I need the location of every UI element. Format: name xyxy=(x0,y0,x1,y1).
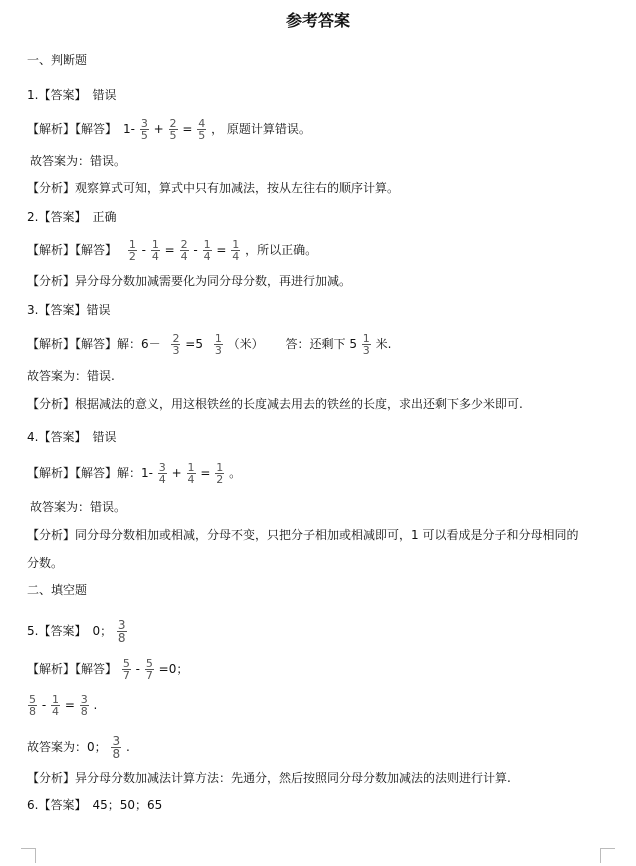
q2-answer xyxy=(27,209,116,225)
fraction: $\frac{1}{4}$ xyxy=(52,693,59,718)
section-heading: 二、填空题 xyxy=(27,583,88,597)
fraction: $\frac{2}{3}$ xyxy=(172,332,180,357)
q2-analysis: 【解析】【解答】 $\frac{1}{2}$ - $\frac{1}{4}$ = $\frac{2}{4}$ - $\frac{1}{4}$ = $\frac{1}{4}$ ，所以正确。 xyxy=(27,238,318,263)
answer-label: 2.【答案】 xyxy=(27,210,87,224)
fraction: $\frac{1}{3}$ xyxy=(214,332,222,357)
answer-label: 5.【答案】 xyxy=(27,624,87,638)
fraction: $\frac{2}{4}$ xyxy=(180,238,188,263)
expr-suffix: ，所以正确。 xyxy=(245,243,318,257)
fraction: $\frac{2}{5}$ xyxy=(169,117,177,142)
fraction: $\frac{3}{5}$ xyxy=(140,117,148,142)
answer-value: 错误 xyxy=(92,430,117,444)
fraction: $\frac{3}{8}$ xyxy=(80,693,88,718)
q2-note: 【分析】异分母分数加减需要化为同分母分数，再进行加减。 xyxy=(27,274,352,288)
q5-analysis: 【解析】【解答】 $\frac{5}{7}$ - $\frac{5}{7}$ =0； xyxy=(27,657,189,682)
q5-conclusion: 故答案为：0； $\frac{3}{8}$ . xyxy=(27,734,130,761)
q1-note: 【分析】观察算式可知，算式中只有加减法，按从左往右的顺序计算。 xyxy=(27,181,400,195)
q1-conclusion: 故答案为：错误。 xyxy=(30,154,127,168)
fraction: $\frac{1}{4}$ xyxy=(187,461,195,486)
analysis-label: 【解析】【解答】 xyxy=(27,122,118,136)
fraction: $\frac{1}{2}$ xyxy=(216,461,224,486)
page-corner-mark xyxy=(21,848,36,863)
answer-value: 正确 xyxy=(92,210,117,224)
answer-value: 45；50；65 xyxy=(92,798,163,812)
q6-answer xyxy=(27,797,162,813)
page-title: 参考答案 xyxy=(285,11,350,30)
q4-conclusion: 故答案为：错误。 xyxy=(30,500,127,514)
analysis-text: 【解析】【解答】解：6－ xyxy=(27,337,161,351)
expr-suffix: ， 原题计算错误。 xyxy=(211,122,311,136)
fraction: $\frac{5}{7}$ xyxy=(122,657,130,682)
fraction: $\frac{3}{4}$ xyxy=(158,461,166,486)
answer-label: 3.【答案】 xyxy=(27,303,87,317)
fraction: $\frac{3}{8}$ xyxy=(117,618,126,645)
q3-conclusion: 故答案为：错误. xyxy=(27,369,115,383)
analysis-label: 【解析】【解答】 xyxy=(27,243,118,257)
answer-value: 0； xyxy=(92,624,113,638)
answer-value: 错误 xyxy=(86,303,111,317)
q1-answer xyxy=(27,87,116,103)
answer-label: 4.【答案】 xyxy=(27,430,87,444)
q4-answer xyxy=(27,429,116,445)
page-corner-mark xyxy=(600,848,615,863)
fraction: $\frac{5}{7}$ xyxy=(145,657,153,682)
fraction: $\frac{1}{4}$ xyxy=(151,238,159,263)
expr-text: 1- xyxy=(123,122,135,136)
fraction: $\frac{1}{3}$ xyxy=(362,332,370,357)
answer-value: 错误 xyxy=(92,88,117,102)
analysis-text: 【解析】【解答】解：1- xyxy=(27,466,153,480)
q3-analysis: 【解析】【解答】解：6－ $\frac{2}{3}$ =5 $\frac{1}{3}$ （米） 答：还剩下 5 $\frac{1}{3}$ 米. xyxy=(27,332,392,357)
fraction: $\frac{5}{8}$ xyxy=(29,693,36,718)
q3-note: 【分析】根据减法的意义，用这根铁丝的长度减去用去的铁丝的长度，求出还剩下多少米即可. xyxy=(27,397,523,411)
q5-analysis-line2: $\frac{5}{8}$ - $\frac{1}{4}$ = $\frac{3}{8}$ . xyxy=(29,693,98,718)
q5-answer xyxy=(27,619,128,644)
q1-analysis: 【解析】【解答】 1- $\frac{3}{5}$ + $\frac{2}{5}$ = $\frac{4}{5}$ ， 原题计算错误。 xyxy=(27,117,311,142)
q5-note: 【分析】异分母分数加减法计算方法：先通分，然后按照同分母分数加减法的法则进行计算. xyxy=(27,771,511,785)
answer-label: 6.【答案】 xyxy=(27,798,87,812)
fraction: $\frac{3}{8}$ xyxy=(112,734,121,761)
q3-answer xyxy=(27,302,110,318)
q4-note-line1: 【分析】同分母分数相加或相减，分母不变，只把分子相加或相减即可，1 可以看成是分子和分母相同的 xyxy=(27,528,579,542)
fraction: $\frac{1}{2}$ xyxy=(128,238,136,263)
fraction: $\frac{1}{4}$ xyxy=(232,238,240,263)
section-heading: 一、判断题 xyxy=(27,53,88,67)
answer-sentence: 答：还剩下 5 xyxy=(285,337,357,351)
q4-analysis: 【解析】【解答】解：1- $\frac{3}{4}$ + $\frac{1}{4}$ = $\frac{1}{2}$ 。 xyxy=(27,461,242,486)
analysis-label: 【解析】【解答】 xyxy=(27,662,118,676)
fraction: $\frac{4}{5}$ xyxy=(198,117,206,142)
fraction: $\frac{1}{4}$ xyxy=(203,238,211,263)
q4-note-line2: 分数。 xyxy=(27,556,64,570)
answer-label: 1.【答案】 xyxy=(27,88,87,102)
